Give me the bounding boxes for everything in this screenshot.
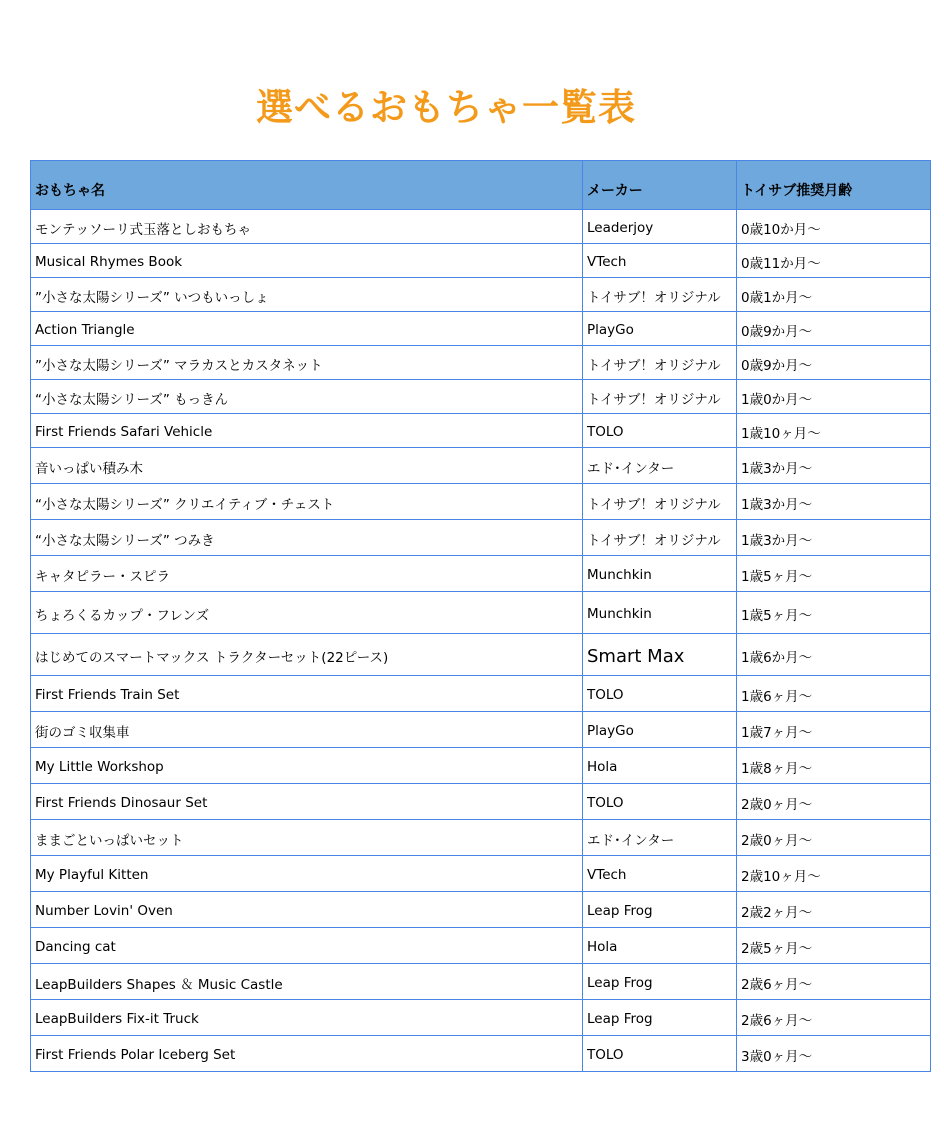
table-row — [31, 928, 931, 964]
table-row — [31, 820, 931, 856]
table-row — [31, 784, 931, 820]
cell-maker: TOLO — [583, 414, 737, 448]
cell-maker: トイサブ！オリジナル — [583, 278, 737, 312]
table-row — [31, 312, 931, 346]
cell-name: 音いっぱい積み木 — [31, 448, 583, 484]
cell-name: ままごといっぱいセット — [31, 820, 583, 856]
cell-name: Musical Rhymes Book — [31, 244, 583, 278]
table-row — [31, 676, 931, 712]
table-row — [31, 210, 931, 244]
cell-age: 1歳10ヶ月〜 — [737, 414, 931, 448]
table-row — [31, 346, 931, 380]
cell-name: Action Triangle — [31, 312, 583, 346]
cell-name: First Friends Safari Vehicle — [31, 414, 583, 448]
table-row — [31, 592, 931, 634]
cell-maker: TOLO — [583, 1036, 737, 1072]
table-row — [31, 380, 931, 414]
cell-name: “小さな太陽シリーズ” クリエイティブ・チェスト — [31, 484, 583, 520]
cell-age: 0歳1か月〜 — [737, 278, 931, 312]
cell-name: キャタピラー・スピラ — [31, 556, 583, 592]
cell-age: 1歳3か月〜 — [737, 448, 931, 484]
cell-maker: VTech — [583, 244, 737, 278]
cell-name: Dancing cat — [31, 928, 583, 964]
table-row — [31, 1036, 931, 1072]
cell-maker: Leaderjoy — [583, 210, 737, 244]
cell-age: 0歳9か月〜 — [737, 312, 931, 346]
cell-maker: TOLO — [583, 784, 737, 820]
table-row — [31, 278, 931, 312]
toy-table — [30, 160, 931, 1072]
cell-name: First Friends Train Set — [31, 676, 583, 712]
cell-maker: Leap Frog — [583, 892, 737, 928]
cell-age: 1歳5ヶ月〜 — [737, 556, 931, 592]
table-body — [31, 210, 931, 1072]
header-age: トイサブ推奨月齢 — [737, 161, 931, 210]
cell-maker: トイサブ！オリジナル — [583, 484, 737, 520]
cell-age: 2歳6ヶ月〜 — [737, 964, 931, 1000]
cell-name: 街のゴミ収集車 — [31, 712, 583, 748]
cell-name: “小さな太陽シリーズ” もっきん — [31, 380, 583, 414]
cell-maker: PlayGo — [583, 712, 737, 748]
cell-name: はじめてのスマートマックス トラクターセット(22ピース) — [31, 634, 583, 676]
table-row — [31, 712, 931, 748]
cell-name: “小さな太陽シリーズ” つみき — [31, 520, 583, 556]
header-maker: メーカー — [583, 161, 737, 210]
cell-maker: エド･インター — [583, 448, 737, 484]
header-name: おもちゃ名 — [31, 161, 583, 210]
cell-age: 2歳0ヶ月〜 — [737, 820, 931, 856]
cell-maker: Munchkin — [583, 592, 737, 634]
table-row — [31, 634, 931, 676]
cell-age: 2歳2ヶ月〜 — [737, 892, 931, 928]
table-row — [31, 892, 931, 928]
cell-name: ”小さな太陽シリーズ” いつもいっしょ — [31, 278, 583, 312]
cell-age: 1歳8ヶ月〜 — [737, 748, 931, 784]
page-title: 選べるおもちゃ一覧表 — [256, 86, 636, 129]
cell-age: 2歳6ヶ月〜 — [737, 1000, 931, 1036]
cell-name: ちょろくるカップ・フレンズ — [31, 592, 583, 634]
cell-maker: Munchkin — [583, 556, 737, 592]
cell-age: 1歳6か月〜 — [737, 634, 931, 676]
cell-maker: Smart Max — [583, 634, 737, 676]
cell-age: 1歳0か月〜 — [737, 380, 931, 414]
cell-name: ”小さな太陽シリーズ” マラカスとカスタネット — [31, 346, 583, 380]
cell-name: LeapBuilders Fix-it Truck — [31, 1000, 583, 1036]
cell-age: 3歳0ヶ月〜 — [737, 1036, 931, 1072]
cell-maker: PlayGo — [583, 312, 737, 346]
cell-age: 1歳3か月〜 — [737, 484, 931, 520]
table-row — [31, 1000, 931, 1036]
table-row — [31, 244, 931, 278]
cell-age: 1歳6ヶ月〜 — [737, 676, 931, 712]
cell-maker: トイサブ！オリジナル — [583, 380, 737, 414]
cell-age: 0歳11か月〜 — [737, 244, 931, 278]
cell-age: 1歳5ヶ月〜 — [737, 592, 931, 634]
cell-age: 2歳0ヶ月〜 — [737, 784, 931, 820]
cell-maker: トイサブ！オリジナル — [583, 346, 737, 380]
table-row — [31, 484, 931, 520]
cell-maker: VTech — [583, 856, 737, 892]
cell-age: 1歳3か月〜 — [737, 520, 931, 556]
cell-age: 1歳7ヶ月〜 — [737, 712, 931, 748]
cell-maker: Hola — [583, 748, 737, 784]
table-header-row — [31, 161, 931, 210]
cell-name: LeapBuilders Shapes ＆ Music Castle — [31, 964, 583, 1000]
table-row — [31, 856, 931, 892]
cell-maker: Hola — [583, 928, 737, 964]
cell-age: 2歳5ヶ月〜 — [737, 928, 931, 964]
table-row — [31, 964, 931, 1000]
table-row — [31, 520, 931, 556]
cell-age: 0歳9か月〜 — [737, 346, 931, 380]
cell-maker: TOLO — [583, 676, 737, 712]
cell-maker: エド･インター — [583, 820, 737, 856]
cell-age: 2歳10ヶ月〜 — [737, 856, 931, 892]
table-row — [31, 556, 931, 592]
cell-age: 0歳10か月〜 — [737, 210, 931, 244]
table-row — [31, 748, 931, 784]
cell-name: First Friends Dinosaur Set — [31, 784, 583, 820]
cell-name: モンテッソーリ式玉落としおもちゃ — [31, 210, 583, 244]
table-row — [31, 448, 931, 484]
cell-name: My Little Workshop — [31, 748, 583, 784]
cell-name: My Playful Kitten — [31, 856, 583, 892]
cell-maker: トイサブ！オリジナル — [583, 520, 737, 556]
cell-maker: Leap Frog — [583, 964, 737, 1000]
table-row — [31, 414, 931, 448]
cell-maker: Leap Frog — [583, 1000, 737, 1036]
cell-name: Number Lovin' Oven — [31, 892, 583, 928]
cell-name: First Friends Polar Iceberg Set — [31, 1036, 583, 1072]
